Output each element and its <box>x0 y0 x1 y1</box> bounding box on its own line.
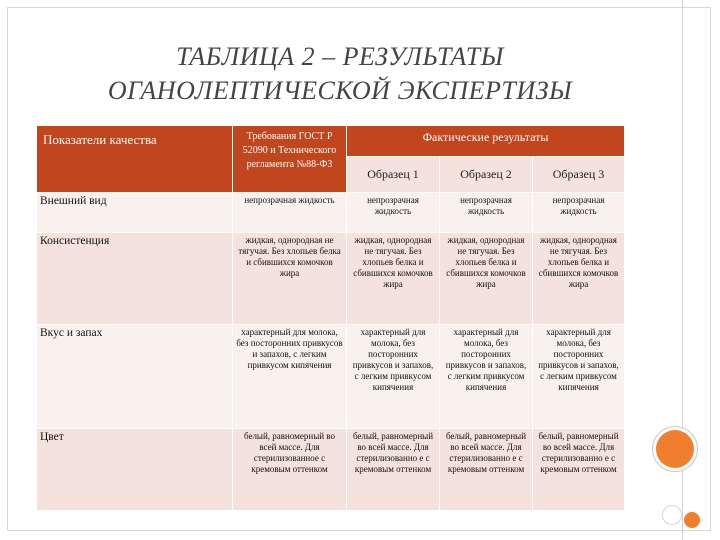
sample-3-cell: характерный для молока, без посторонних привкусов и запахов, с легким привкусом кипячения <box>533 325 625 429</box>
header-actual-results: Фактические результаты <box>347 126 625 157</box>
sample-1-cell: характерный для молока, без посторонних привкусов и запахов, с легким привкусом кипячения <box>347 325 440 429</box>
table-row <box>37 233 625 325</box>
results-table <box>36 125 625 511</box>
sample-3-cell: белый, равномерный во всей массе. Для стерилизованно е с кремовым оттенком <box>533 429 625 511</box>
sample-2-cell: характерный для молока, без посторонних привкусов и запахов, с легким привкусом кипячения <box>440 325 533 429</box>
requirement-cell: непрозрачная жидкость <box>233 193 347 233</box>
sample-2-cell: непрозрачная жидкость <box>440 193 533 233</box>
header-row <box>37 126 625 157</box>
decorative-circle-orange-small <box>684 512 700 528</box>
table-row <box>37 325 625 429</box>
requirement-cell: жидкая, однородная не тягучая. Без хлопьев белка и сбившихся комочков жира <box>233 233 347 325</box>
requirement-cell: белый, равномерный во всей массе. Для стерилизованное с кремовым оттенком <box>233 429 347 511</box>
requirement-cell: характерный для молока, без посторонних привкусов и запахов, с легким привкусом кипячения <box>233 325 347 429</box>
header-sample-1: Образец 1 <box>347 157 440 193</box>
sample-1-cell: белый, равномерный во всей массе. Для стерилизованно е с кремовым оттенком <box>347 429 440 511</box>
sample-3-cell: непрозрачная жидкость <box>533 193 625 233</box>
row-label: Консистенция <box>37 233 233 325</box>
header-sample-3: Образец 3 <box>533 157 625 193</box>
decorative-circle-small <box>662 505 682 525</box>
header-requirements: Требования ГОСТ Р 52090 и Технического регламента №88-ФЗ <box>233 126 347 193</box>
slide-title <box>40 40 640 108</box>
decorative-circle-orange <box>656 430 694 468</box>
sample-2-cell: белый, равномерный во всей массе. Для стерилизованно е с кремовым оттенком <box>440 429 533 511</box>
title-line-1: ТАБЛИЦА 2 – РЕЗУЛЬТАТЫ <box>176 42 504 71</box>
title-line-2: ОГАНОЛЕПТИЧЕСКОЙ ЭКСПЕРТИЗЫ <box>107 76 573 105</box>
table-row <box>37 429 625 511</box>
header-indicator: Показатели качества <box>37 126 233 193</box>
sample-1-cell: непрозрачная жидкость <box>347 193 440 233</box>
header-sample-2: Образец 2 <box>440 157 533 193</box>
row-label: Цвет <box>37 429 233 511</box>
table-row <box>37 193 625 233</box>
sample-2-cell: жидкая, однородная не тягучая. Без хлопьев белка и сбившихся комочков жира <box>440 233 533 325</box>
row-label: Вкус и запах <box>37 325 233 429</box>
sample-3-cell: жидкая, однородная не тягучая. Без хлопьев белка и сбившихся комочков жира <box>533 233 625 325</box>
row-label: Внешний вид <box>37 193 233 233</box>
sample-1-cell: жидкая, однородная не тягучая. Без хлопьев белка и сбившихся комочков жира <box>347 233 440 325</box>
